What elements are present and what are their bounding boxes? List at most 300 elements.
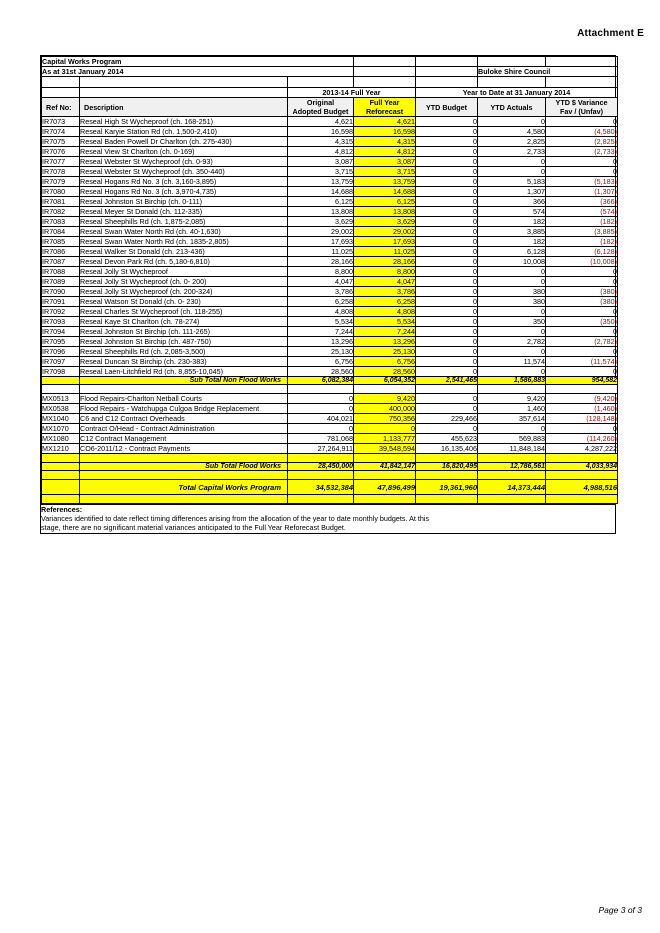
cell-ytd-budget: 455,623 <box>416 434 478 444</box>
table-row <box>42 177 618 187</box>
cell-ytd-variance: (2,782) <box>546 337 618 347</box>
cell-ytd-budget: 0 <box>416 367 478 377</box>
cell-ytd-budget: 0 <box>416 287 478 297</box>
table-row <box>42 197 618 207</box>
table-row <box>42 207 618 217</box>
cell-description: Reseal Swan Water North Rd (ch. 40-1,630) <box>80 227 288 237</box>
table-row <box>42 287 618 297</box>
spacer-after-total-cell <box>546 495 618 504</box>
cell-ytd-budget: 0 <box>416 197 478 207</box>
cell-ytd-actuals: 0 <box>478 267 546 277</box>
column-header-variance-line1: YTD $ Variance <box>555 98 608 107</box>
cell-original-budget: 13,808 <box>288 207 354 217</box>
cell-reforecast: 3,715 <box>354 167 416 177</box>
cell-ytd-actuals: 11,848,184 <box>478 444 546 454</box>
column-header-full-year-reforecast <box>354 98 416 117</box>
blank-cell-6 <box>478 77 546 88</box>
cell-ytd-actuals: 0 <box>478 327 546 337</box>
cell-ytd-variance: 0 <box>546 157 618 167</box>
cell-ytd-variance: (380) <box>546 287 618 297</box>
cell-ytd-actuals: 0 <box>478 424 546 434</box>
column-header-original-line2: Adopted Budget <box>292 107 349 116</box>
spacer-before-flood-subtotal <box>42 454 618 463</box>
cell-ref-no: IR7092 <box>42 307 80 317</box>
cell-description: Reseal Duncan St Birchip (ch. 230-383) <box>80 357 288 367</box>
table-row <box>42 414 618 424</box>
cell-ytd-actuals: 2,733 <box>478 147 546 157</box>
cell-ytd-variance: (182) <box>546 237 618 247</box>
cell-ref-no: IR7077 <box>42 157 80 167</box>
cell-ref-no: MX1040 <box>42 414 80 424</box>
cell-reforecast: 750,356 <box>354 414 416 424</box>
council-name: Buloke Shire Council <box>478 67 618 77</box>
cell-ytd-variance: 0 <box>546 347 618 357</box>
references-table <box>41 504 615 533</box>
cell-original-budget: 25,130 <box>288 347 354 357</box>
cell-reforecast: 13,808 <box>354 207 416 217</box>
cell-ytd-variance: 0 <box>546 167 618 177</box>
spacer-after-non-flood <box>42 385 618 394</box>
cell-reforecast: 0 <box>354 424 416 434</box>
cell-ytd-actuals: 380 <box>478 287 546 297</box>
cell-ytd-budget: 0 <box>416 257 478 267</box>
cell-ref-no: IR7084 <box>42 227 80 237</box>
spacer-before-flood-subtotal-cell <box>416 454 478 463</box>
column-header-ytd-budget: YTD Budget <box>416 98 478 117</box>
spacer-after-total <box>42 495 618 504</box>
spacer-before-flood-subtotal-cell <box>288 454 354 463</box>
cell-description: Reseal Jolly St Wycheproof (ch. 0- 200) <box>80 277 288 287</box>
cell-description: Reseal Sheephills Rd (ch. 1,875-2,085) <box>80 217 288 227</box>
subtotal-flood-row <box>42 463 618 471</box>
cell-reforecast: 14,688 <box>354 187 416 197</box>
subtotal-non-flood-blank <box>42 377 80 385</box>
cell-original-budget: 27,264,911 <box>288 444 354 454</box>
subtitle-row <box>42 67 618 77</box>
cell-ref-no: IR7088 <box>42 267 80 277</box>
cell-original-budget: 5,534 <box>288 317 354 327</box>
subtotal-non-flood-row <box>42 377 618 385</box>
cell-ytd-budget: 0 <box>416 347 478 357</box>
cell-ytd-variance: (6,128) <box>546 247 618 257</box>
subtitle-blank-2 <box>416 67 478 77</box>
cell-description: Reseal Meyer St Donald (ch. 112-335) <box>80 207 288 217</box>
subtotal-non-flood-ytd-variance: 954,582 <box>546 377 618 385</box>
cell-ref-no: MX1070 <box>42 424 80 434</box>
cell-ytd-variance: (2,825) <box>546 137 618 147</box>
attachment-label: Attachment E <box>577 28 644 39</box>
cell-ref-no: IR7081 <box>42 197 80 207</box>
group-header-ytd: Year to Date at 31 January 2014 <box>416 88 618 98</box>
table-row <box>42 147 618 157</box>
spacer-cell <box>478 385 546 394</box>
cell-ref-no: MX0513 <box>42 394 80 404</box>
column-header-original-adopted-budget <box>288 98 354 117</box>
cell-ytd-actuals: 2,825 <box>478 137 546 147</box>
spacer-before-total-cell <box>288 471 354 480</box>
flood-rows <box>42 385 618 504</box>
cell-ref-no: IR7078 <box>42 167 80 177</box>
cell-reforecast: 1,133,777 <box>354 434 416 444</box>
table-row <box>42 267 618 277</box>
cell-ref-no: IR7097 <box>42 357 80 367</box>
table-row <box>42 247 618 257</box>
subtotal-non-flood-original-budget: 6,082,384 <box>288 377 354 385</box>
cell-ytd-variance: (114,260) <box>546 434 618 444</box>
references-line-2: stage, there are no significant material variances anticipated to the Full Year Reforecast Budget. <box>41 523 346 533</box>
cell-reforecast: 9,420 <box>354 394 416 404</box>
table-row <box>42 434 618 444</box>
cell-reforecast: 5,534 <box>354 317 416 327</box>
cell-ytd-budget: 0 <box>416 247 478 257</box>
cell-description: Flood Repairs-Charlton Netball Courts <box>80 394 288 404</box>
subtotal-non-flood-reforecast: 6,054,352 <box>354 377 416 385</box>
cell-reforecast: 13,759 <box>354 177 416 187</box>
cell-original-budget: 14,688 <box>288 187 354 197</box>
column-header-ref-no: Ref No: <box>42 98 80 117</box>
references-line2-row <box>41 523 615 532</box>
cell-original-budget: 17,693 <box>288 237 354 247</box>
cell-ytd-actuals: 0 <box>478 307 546 317</box>
subtotal-non-flood-ytd-budget: 2,541,465 <box>416 377 478 385</box>
cell-ytd-actuals: 0 <box>478 277 546 287</box>
cell-reforecast: 13,296 <box>354 337 416 347</box>
total-capital-works-reforecast: 47,896,499 <box>354 480 416 495</box>
cell-reforecast: 4,812 <box>354 147 416 157</box>
cell-ytd-variance: (350) <box>546 317 618 327</box>
cell-original-budget: 0 <box>288 424 354 434</box>
cell-ref-no: IR7087 <box>42 257 80 267</box>
table-row <box>42 277 618 287</box>
cell-ytd-budget: 0 <box>416 177 478 187</box>
references-line1-row <box>41 514 615 523</box>
cell-original-budget: 7,244 <box>288 327 354 337</box>
table-row <box>42 157 618 167</box>
cell-ytd-variance: 0 <box>546 424 618 434</box>
cell-ytd-variance: (380) <box>546 297 618 307</box>
subtotal-flood-label: Sub Total Flood Works <box>80 463 288 471</box>
cell-description: Reseal Kaye St Charlton (ch. 78-274) <box>80 317 288 327</box>
cell-description: Reseal Johnston St Birchip (ch. 487-750) <box>80 337 288 347</box>
cell-ytd-actuals: 380 <box>478 297 546 307</box>
cell-ytd-variance: (1,307) <box>546 187 618 197</box>
cell-ytd-variance: (4,580) <box>546 127 618 137</box>
cell-ytd-budget: 0 <box>416 424 478 434</box>
total-capital-works-ytd-actuals: 14,373,444 <box>478 480 546 495</box>
spacer-cell <box>42 385 80 394</box>
cell-reforecast: 17,693 <box>354 237 416 247</box>
cell-ytd-actuals: 182 <box>478 237 546 247</box>
table-row <box>42 367 618 377</box>
cell-original-budget: 6,258 <box>288 297 354 307</box>
cell-description: Reseal Webster St Wycheproof (ch. 0-93) <box>80 157 288 167</box>
cell-ytd-variance: (3,885) <box>546 227 618 237</box>
cell-ytd-budget: 0 <box>416 187 478 197</box>
cell-original-budget: 13,296 <box>288 337 354 347</box>
blank-cell-4 <box>354 77 416 88</box>
cell-ref-no: IR7073 <box>42 117 80 127</box>
cell-ytd-variance: 0 <box>546 307 618 317</box>
cell-ytd-variance: 0 <box>546 367 618 377</box>
cell-reforecast: 39,548,594 <box>354 444 416 454</box>
cell-ytd-actuals: 11,574 <box>478 357 546 367</box>
table-row <box>42 424 618 434</box>
spacer-before-flood-subtotal-cell <box>80 454 288 463</box>
cell-original-budget: 3,629 <box>288 217 354 227</box>
cell-description: C6 and C12 Contract Overheads <box>80 414 288 424</box>
cell-ytd-actuals: 5,183 <box>478 177 546 187</box>
cell-original-budget: 4,812 <box>288 147 354 157</box>
cell-ytd-actuals: 357,614 <box>478 414 546 424</box>
cell-description: CO6-2011/12 - Contract Payments <box>80 444 288 454</box>
cell-ref-no: IR7079 <box>42 177 80 187</box>
page-title: Capital Works Program <box>42 57 354 67</box>
spacer-after-total-cell <box>80 495 288 504</box>
cell-description: Reseal Walker St Donald (ch. 213-436) <box>80 247 288 257</box>
cell-ref-no: IR7082 <box>42 207 80 217</box>
subtitle-blank-1 <box>354 67 416 77</box>
cell-reforecast: 6,258 <box>354 297 416 307</box>
cell-original-budget: 4,808 <box>288 307 354 317</box>
spacer-after-total-cell <box>354 495 416 504</box>
table-row <box>42 237 618 247</box>
cell-reforecast: 11,025 <box>354 247 416 257</box>
spacer-before-total-cell <box>416 471 478 480</box>
cell-original-budget: 11,025 <box>288 247 354 257</box>
spacer-after-total-cell <box>288 495 354 504</box>
column-header-row <box>42 98 618 117</box>
spacer-after-total-cell <box>478 495 546 504</box>
total-capital-works-ytd-variance: 4,988,516 <box>546 480 618 495</box>
cell-ref-no: IR7094 <box>42 327 80 337</box>
subtotal-non-flood-ytd-actuals: 1,586,883 <box>478 377 546 385</box>
cell-ytd-budget: 0 <box>416 307 478 317</box>
cell-reforecast: 25,130 <box>354 347 416 357</box>
cell-original-budget: 13,759 <box>288 177 354 187</box>
blank-cell-7 <box>546 77 618 88</box>
cell-ref-no: IR7091 <box>42 297 80 307</box>
cell-description: Reseal Johnston St Birchip (ch. 0-111) <box>80 197 288 207</box>
total-capital-works-blank <box>42 480 80 495</box>
capital-works-table <box>41 56 618 504</box>
cell-ytd-variance: (5,183) <box>546 177 618 187</box>
cell-ytd-actuals: 366 <box>478 197 546 207</box>
cell-original-budget: 16,598 <box>288 127 354 137</box>
cell-description: Reseal View St Charlton (ch. 0-169) <box>80 147 288 157</box>
cell-original-budget: 404,021 <box>288 414 354 424</box>
cell-reforecast: 6,125 <box>354 197 416 207</box>
column-header-original-line1: Original <box>306 98 335 107</box>
cell-ytd-budget: 0 <box>416 317 478 327</box>
cell-ref-no: IR7089 <box>42 277 80 287</box>
cell-original-budget: 0 <box>288 404 354 414</box>
table-row <box>42 444 618 454</box>
cell-original-budget: 29,002 <box>288 227 354 237</box>
cell-ytd-actuals: 0 <box>478 167 546 177</box>
cell-original-budget: 4,047 <box>288 277 354 287</box>
cell-reforecast: 29,002 <box>354 227 416 237</box>
cell-description: Reseal High St Wycheproof (ch. 168-251) <box>80 117 288 127</box>
cell-reforecast: 4,808 <box>354 307 416 317</box>
spacer-before-flood-subtotal-cell <box>546 454 618 463</box>
cell-ytd-budget: 0 <box>416 267 478 277</box>
cell-ytd-budget: 0 <box>416 404 478 414</box>
cell-ref-no: IR7075 <box>42 137 80 147</box>
cell-ytd-actuals: 574 <box>478 207 546 217</box>
cell-reforecast: 3,087 <box>354 157 416 167</box>
cell-original-budget: 0 <box>288 394 354 404</box>
cell-ytd-variance: (574) <box>546 207 618 217</box>
spacer-before-total-cell <box>42 471 80 480</box>
title-blank-1 <box>354 57 416 67</box>
cell-reforecast: 16,598 <box>354 127 416 137</box>
total-capital-works-original-budget: 34,532,384 <box>288 480 354 495</box>
cell-ytd-actuals: 1,307 <box>478 187 546 197</box>
cell-ref-no: MX1210 <box>42 444 80 454</box>
cell-ytd-variance: (366) <box>546 197 618 207</box>
cell-ytd-actuals: 4,580 <box>478 127 546 137</box>
table-row <box>42 394 618 404</box>
cell-reforecast: 7,244 <box>354 327 416 337</box>
cell-ytd-actuals: 10,008 <box>478 257 546 267</box>
spacer-before-total-cell <box>478 471 546 480</box>
cell-ytd-actuals: 0 <box>478 347 546 357</box>
table-row <box>42 227 618 237</box>
group-header-row <box>42 88 618 98</box>
cell-ytd-variance: 4,287,222 <box>546 444 618 454</box>
blank-cell-2 <box>80 77 288 88</box>
table-row <box>42 127 618 137</box>
table-row <box>42 404 618 414</box>
table-row <box>42 347 618 357</box>
cell-reforecast: 8,800 <box>354 267 416 277</box>
cell-reforecast: 3,629 <box>354 217 416 227</box>
total-capital-works-ytd-budget: 19,361,960 <box>416 480 478 495</box>
cell-ref-no: IR7096 <box>42 347 80 357</box>
cell-ytd-variance: 0 <box>546 277 618 287</box>
cell-description: Reseal Devon Park Rd (ch. 5,180-6,810) <box>80 257 288 267</box>
cell-ytd-variance: (11,574) <box>546 357 618 367</box>
cell-ref-no: MX0538 <box>42 404 80 414</box>
cell-ref-no: IR7086 <box>42 247 80 257</box>
cell-ref-no: IR7093 <box>42 317 80 327</box>
cell-description: Reseal Johnston St Birchip (ch. 111-265) <box>80 327 288 337</box>
table-row <box>42 357 618 367</box>
cell-ytd-actuals: 2,782 <box>478 337 546 347</box>
cell-ytd-variance: 0 <box>546 267 618 277</box>
subtotal-non-flood-label: Sub Total Non Flood Works <box>80 377 288 385</box>
cell-ytd-budget: 0 <box>416 117 478 127</box>
non-flood-rows <box>42 117 618 385</box>
cell-original-budget: 781,068 <box>288 434 354 444</box>
cell-ytd-actuals: 0 <box>478 157 546 167</box>
cell-description: Reseal Laen-Litchfield Rd (ch. 8,855-10,045) <box>80 367 288 377</box>
spacer-cell <box>354 385 416 394</box>
cell-original-budget: 3,786 <box>288 287 354 297</box>
cell-ytd-actuals: 1,460 <box>478 404 546 414</box>
cell-original-budget: 6,756 <box>288 357 354 367</box>
cell-description: Reseal Hogans Rd No. 3 (ch. 3,160-3,895) <box>80 177 288 187</box>
cell-ytd-actuals: 182 <box>478 217 546 227</box>
column-header-variance-line2: Fav / (Unfav) <box>559 107 604 116</box>
spacer-cell <box>416 385 478 394</box>
cell-original-budget: 6,125 <box>288 197 354 207</box>
cell-description: Reseal Charles St Wycheproof (ch. 118-255) <box>80 307 288 317</box>
cell-ref-no: IR7098 <box>42 367 80 377</box>
cell-ytd-budget: 0 <box>416 394 478 404</box>
total-capital-works-label: Total Capital Works Program <box>80 480 288 495</box>
cell-ref-no: IR7076 <box>42 147 80 157</box>
column-header-reforecast-line2: Reforecast <box>365 107 404 116</box>
cell-reforecast: 400,000 <box>354 404 416 414</box>
cell-ytd-variance: (182) <box>546 217 618 227</box>
cell-ytd-variance: 0 <box>546 117 618 127</box>
cell-ytd-budget: 0 <box>416 127 478 137</box>
cell-description: Reseal Baden Powell Dr Charlton (ch. 275-430) <box>80 137 288 147</box>
references-title: References: <box>41 505 83 514</box>
cell-reforecast: 6,756 <box>354 357 416 367</box>
cell-ytd-budget: 0 <box>416 357 478 367</box>
cell-reforecast: 4,621 <box>354 117 416 127</box>
blank-cell-1 <box>42 77 80 88</box>
spacer-after-total-cell <box>416 495 478 504</box>
spacer-before-flood-subtotal-cell <box>42 454 80 463</box>
column-header-description: Description <box>80 98 288 117</box>
table-row <box>42 187 618 197</box>
cell-original-budget: 28,166 <box>288 257 354 267</box>
cell-original-budget: 3,087 <box>288 157 354 167</box>
spacer-before-total <box>42 471 618 480</box>
cell-original-budget: 4,315 <box>288 137 354 147</box>
cell-description: Reseal Swan Water North Rd (ch. 1835-2,805) <box>80 237 288 247</box>
spacer-cell <box>546 385 618 394</box>
cell-ref-no: IR7080 <box>42 187 80 197</box>
cell-ytd-budget: 0 <box>416 337 478 347</box>
cell-ytd-budget: 16,135,406 <box>416 444 478 454</box>
spacer-before-flood-subtotal-cell <box>478 454 546 463</box>
cell-description: Reseal Karyie Station Rd (ch. 1,500-2,410) <box>80 127 288 137</box>
spacer-cell <box>80 385 288 394</box>
cell-ytd-budget: 0 <box>416 157 478 167</box>
cell-ytd-budget: 0 <box>416 217 478 227</box>
cell-ytd-actuals: 0 <box>478 117 546 127</box>
table-row <box>42 137 618 147</box>
cell-ytd-actuals: 0 <box>478 367 546 377</box>
cell-ref-no: IR7074 <box>42 127 80 137</box>
cell-ytd-actuals: 350 <box>478 317 546 327</box>
subtotal-flood-ytd-variance: 4,033,934 <box>546 463 618 471</box>
cell-ref-no: MX1080 <box>42 434 80 444</box>
cell-description: Contract O/Head - Contract Administration <box>80 424 288 434</box>
spacer-before-flood-subtotal-cell <box>354 454 416 463</box>
cell-ytd-actuals: 3,885 <box>478 227 546 237</box>
cell-ytd-variance: (128,148) <box>546 414 618 424</box>
cell-reforecast: 28,560 <box>354 367 416 377</box>
cell-ytd-budget: 0 <box>416 237 478 247</box>
cell-ytd-budget: 0 <box>416 147 478 157</box>
cell-ref-no: IR7090 <box>42 287 80 297</box>
table-row <box>42 327 618 337</box>
cell-ytd-budget: 0 <box>416 297 478 307</box>
column-header-ytd-variance <box>546 98 618 117</box>
cell-description: C12 Contract Management <box>80 434 288 444</box>
cell-description: Reseal Sheephills Rd (ch. 2,085-3,500) <box>80 347 288 357</box>
cell-ytd-variance: 0 <box>546 327 618 337</box>
total-capital-works-row <box>42 480 618 495</box>
cell-original-budget: 8,800 <box>288 267 354 277</box>
group-blank-desc <box>80 88 288 98</box>
blank-cell-3 <box>288 77 354 88</box>
